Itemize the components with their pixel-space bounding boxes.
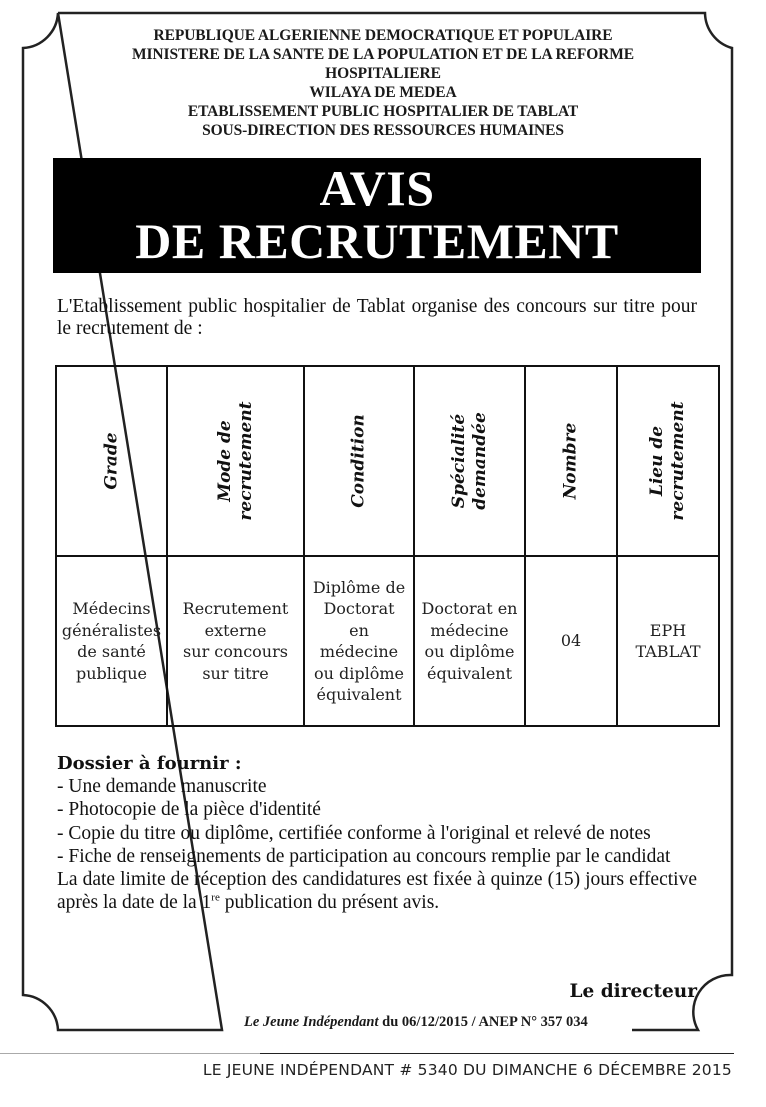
- cell-line: ou diplôme: [313, 663, 404, 683]
- column-header-condition: [304, 366, 414, 556]
- cell-line: généralistes: [61, 620, 162, 640]
- dossier-title: Dossier à fournir :: [57, 753, 242, 774]
- dossier-section: [57, 752, 697, 914]
- rotated-label: [349, 414, 370, 508]
- table-header-row: [56, 366, 719, 556]
- column-header-specialite: [414, 366, 525, 556]
- cell-line: Nombre: [560, 422, 581, 500]
- cell-line: sur concours: [183, 642, 288, 661]
- issuing-authority-header: [40, 26, 726, 140]
- signature-title: Le directeur: [569, 981, 697, 1002]
- cell-line: Spécialité: [448, 413, 469, 509]
- header-line: MINISTERE DE LA SANTE DE LA POPULATION ET DE LA REFORME: [131, 46, 635, 63]
- cell-line: 04: [560, 631, 582, 651]
- cell-line: Recrutement: [182, 599, 289, 618]
- rotated-label: [215, 401, 257, 520]
- cell-line: Mode de: [214, 420, 235, 502]
- cell-line: recrutement: [668, 401, 688, 521]
- cell-line: Médecins: [72, 599, 151, 618]
- header-line: SOUS-DIRECTION DES RESSOURCES HUMAINES: [202, 122, 564, 139]
- cell-line: de santé: [77, 642, 146, 661]
- intro-paragraph: L'Etablissement public hospitalier de Tablat organise des concours sur titre pour le recrutement de :: [57, 296, 697, 339]
- cell-lieu: [617, 556, 719, 726]
- table-row: [56, 556, 719, 726]
- cell-line: Lieu de: [647, 425, 667, 497]
- header-line: ETABLISSEMENT PUBLIC HOSPITALIER DE TABLAT: [187, 103, 579, 120]
- deadline-superscript: re: [211, 891, 220, 904]
- cell-nombre: [525, 556, 617, 726]
- title-banner: [53, 158, 701, 273]
- column-header-nombre: [525, 366, 617, 556]
- deadline-text: La date limite de réception des candidatures est fixée à quinze (15) jours effective après la date de la 1: [57, 869, 697, 914]
- recruitment-table: [55, 365, 720, 727]
- cell-grade: [56, 556, 167, 726]
- cell-line: Condition: [348, 414, 369, 508]
- rotated-label: [647, 401, 689, 520]
- cell-line: demandée: [469, 412, 490, 510]
- cell-line: TABLAT: [635, 642, 701, 661]
- newspaper-footer: LE JEUNE INDÉPENDANT # 5340 DU DIMANCHE 6 DÉCEMBRE 2015: [202, 1061, 732, 1079]
- cell-line: externe: [204, 620, 267, 640]
- rotated-label: [561, 423, 582, 500]
- cell-line: EPH: [649, 620, 687, 640]
- rotated-label: [101, 432, 122, 489]
- banner-title-line-2: DE RECRUTEMENT: [135, 213, 619, 269]
- cell-line: Doctorat: [323, 599, 395, 618]
- cell-line: sur titre: [202, 663, 269, 683]
- anep-reference: [244, 1014, 588, 1031]
- cell-line: Grade: [101, 432, 121, 490]
- dossier-item: - Fiche de renseignements de participation au concours remplie par le candidat: [57, 845, 671, 867]
- dossier-item: - Photocopie de la pièce d'identité: [57, 799, 321, 821]
- cell-line: Diplôme de: [312, 577, 406, 597]
- cell-line: publique: [75, 663, 148, 683]
- cell-line: ou diplôme: [424, 642, 515, 661]
- cell-line: recrutement: [235, 401, 256, 521]
- cell-line: médecine: [430, 620, 509, 640]
- footer-divider-left: [0, 1053, 260, 1054]
- cell-line: équivalent: [426, 663, 513, 683]
- cell-line: équivalent: [316, 685, 402, 704]
- header-line: HOSPITALIERE: [325, 65, 441, 82]
- cell-line: Doctorat en: [421, 599, 518, 618]
- cell-specialite: [414, 556, 525, 726]
- header-line: WILAYA DE MEDEA: [309, 84, 457, 101]
- header-line: REPUBLIQUE ALGERIENNE DEMOCRATIQUE ET POPULAIRE: [153, 27, 613, 44]
- deadline-text-end: publication du présent avis.: [219, 892, 440, 914]
- cell-mode: [167, 556, 304, 726]
- deadline-paragraph: [57, 868, 697, 914]
- publication-name: Le Jeune Indépendant: [244, 1014, 379, 1030]
- cell-line: en: [349, 620, 369, 640]
- banner-title-line-1: AVIS: [319, 160, 435, 216]
- column-header-grade: [56, 366, 167, 556]
- footer-divider: [260, 1053, 734, 1054]
- anep-details: du 06/12/2015 / ANEP N° 357 034: [378, 1014, 588, 1030]
- cell-condition: [304, 556, 414, 726]
- cell-line: médecine: [319, 642, 399, 661]
- column-header-mode: [167, 366, 304, 556]
- rotated-label: [449, 412, 491, 510]
- dossier-item: - Copie du titre ou diplôme, certifiée conforme à l'original et relevé de notes: [57, 822, 651, 844]
- column-header-lieu: [617, 366, 719, 556]
- dossier-item: - Une demande manuscrite: [57, 776, 267, 798]
